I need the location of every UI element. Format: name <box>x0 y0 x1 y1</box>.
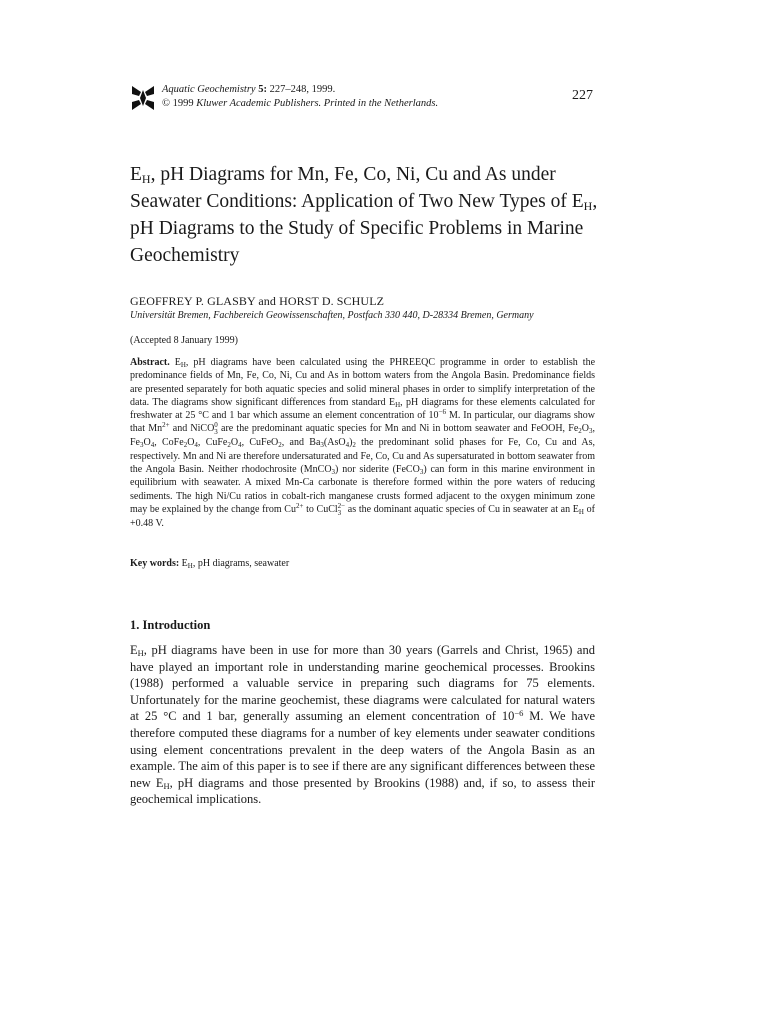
abstract-text: O <box>581 423 589 435</box>
abstract-text: O <box>143 437 151 449</box>
abstract-text: to CuCl <box>303 503 338 515</box>
abstract-text: , CuFe <box>197 437 228 449</box>
abstract-sup: 2+ <box>295 501 304 510</box>
title-part1: , pH Diagrams for Mn, Fe, Co, Ni, Cu and As under Seawater Conditions: Application of Two New Types of E <box>130 164 584 212</box>
journal-name: Aquatic Geochemistry <box>162 84 256 95</box>
abstract-sub: 4 <box>194 441 198 450</box>
intro-text: M. We have therefore computed these diagrams for a number of key elements under seawater conditions using element concentrations prevalent in the deep waters of the Angola Basin as an example. The aim of this paper is to see if there are any significant differences between these new E <box>130 709 595 790</box>
abstract-sub: 4 <box>345 441 350 450</box>
abstract-text: (AsO <box>323 437 346 449</box>
intro-text: , pH diagrams have been in use for more than 30 years (Garrels and Christ, 1965) and have played an important role in understanding marine geochemical processes. Brookins (1988) performed a valuable service in preparing such diagrams for 75 elements. Unfortunately for the marine geochemist, these diagrams were calculated for natural waters at 25 °C and 1 bar, generally assuming an element concentration of 10 <box>130 643 595 724</box>
keywords-text: , pH diagrams, seawater <box>192 558 290 569</box>
abstract-text: ) nor siderite (FeCO <box>335 464 420 476</box>
abstract-text: O <box>187 437 195 449</box>
abstract-text: , Fe <box>130 423 595 449</box>
abstract-sub: 4 <box>238 441 242 450</box>
intro-text: , pH diagrams and those presented by Brookins (1988) and, if so, to assess their geochemical implications. <box>130 775 595 807</box>
abstract-text: , CuFeO <box>241 437 279 449</box>
accepted-date: (Accepted 8 January 1999) <box>130 335 239 346</box>
journal-header <box>162 83 438 111</box>
abstract-sup: 0 <box>214 421 218 430</box>
title-e: E <box>130 164 142 185</box>
title-h-sub-2: H <box>583 199 593 213</box>
abstract-text: the predominant solid phases for Fe, Co, Cu and As, respectively. Mn and Ni are therefore undersaturated and Fe, Co, Cu and As supersaturated in bottom seawater from the Angola Basin. Neither rhodochrosite (MnCO <box>130 437 596 476</box>
publisher-line: Kluwer Academic Publishers. Printed in the Netherlands. <box>196 98 439 109</box>
title-part2: , pH Diagrams to the Study of Specific Problems in Marine Geochemistry <box>130 191 598 266</box>
author-affiliation: Universität Bremen, Fachbereich Geowissenschaften, Postfach 330 440, D-28334 Bremen, Germany <box>130 310 534 321</box>
abstract-sub: H <box>180 361 186 369</box>
abstract-text: E <box>169 357 181 368</box>
copyright-year: © 1999 <box>162 98 194 109</box>
abstract-sub: 3 <box>320 441 324 450</box>
abstract-text: , and Ba <box>281 437 321 449</box>
abstract-text: , CoFe <box>154 437 184 449</box>
page-number: 227 <box>572 88 593 103</box>
abstract-sub: 3 <box>419 468 424 477</box>
abstract-sub: 4 <box>150 441 155 450</box>
introduction-paragraph <box>130 642 595 808</box>
abstract-text: , pH diagrams for these elements calculated for freshwater at 25 °C and 1 bar which assume an element concentration of 10 <box>130 396 595 422</box>
kluwer-logo-icon <box>130 84 156 112</box>
abstract-sub: H <box>578 507 584 516</box>
journal-volume: 5: <box>258 84 267 95</box>
section-heading-introduction: 1. Introduction <box>130 618 211 632</box>
abstract-text: , pH diagrams have been calculated using the PHREEQC programme in order to establish the predominance fields of Mn, Fe, Co, Ni, Cu and As in bottom waters from the Angola Basin. Predominance fields are presented separately for both aquatic species and solid mineral phases in order to simplify interpretation of the data. The diagrams show significant differences from standard E <box>130 357 596 408</box>
abstract-sup: −6 <box>438 408 446 417</box>
abstract-text: are the predominant aquatic species for Mn and Ni in bottom seawater and FeOOH, Fe <box>217 423 579 435</box>
abstract-sub: 2 <box>278 441 282 450</box>
abstract <box>130 356 595 530</box>
keywords-sub: H <box>187 562 193 570</box>
abstract-sub: 2 <box>352 441 356 450</box>
journal-citation <box>162 83 438 97</box>
journal-pages: 227–248, 1999. <box>269 84 336 95</box>
abstract-text: as the dominant aquatic species of Cu in seawater at an E <box>345 503 579 515</box>
intro-sup: −6 <box>514 708 524 719</box>
abstract-sub: 2 <box>578 427 582 436</box>
abstract-text: M. In particular, our diagrams show that Mn <box>130 410 595 435</box>
abstract-sub: 3 <box>589 427 593 436</box>
intro-sub: H <box>137 648 144 658</box>
keywords <box>130 558 289 569</box>
abstract-text: ) <box>349 437 353 449</box>
journal-copyright <box>162 97 438 111</box>
abstract-sub: 3 <box>140 441 144 450</box>
paper-title <box>130 161 600 269</box>
author-names: GEOFFREY P. GLASBY and HORST D. SCHULZ <box>130 294 385 308</box>
abstract-text: and NiCO <box>169 423 215 435</box>
abstract-sup: 2− <box>337 501 346 510</box>
abstract-sub: 2 <box>227 441 231 450</box>
abstract-text: of +0.48 V. <box>130 503 595 529</box>
title-h-sub: H <box>141 172 151 186</box>
abstract-label: Abstract. <box>130 357 170 368</box>
abstract-sub: 3 <box>337 508 342 517</box>
abstract-text: O <box>230 437 239 449</box>
abstract-sub: H <box>395 400 401 409</box>
abstract-sub: 3 <box>214 428 218 437</box>
abstract-text: ) can form in this marine environment in equilibrium with seawater. A mixed Mn-Ca carbonate is therefore formed within the pore waters of reducing sediments. The high Ni/Cu ratios in cobalt-rich manganese crusts formed adjacent to the oxygen minimum zone may be explained by the change from Cu <box>130 464 595 515</box>
abstract-sub: 3 <box>331 468 336 477</box>
keywords-label: Key words: <box>130 558 180 569</box>
keywords-text: E <box>179 558 188 569</box>
intro-text: E <box>130 643 138 657</box>
abstract-supsub <box>338 503 345 517</box>
intro-sub: H <box>163 780 170 791</box>
abstract-sub: 2 <box>183 441 188 450</box>
abstract-sup: 2+ <box>162 421 170 430</box>
